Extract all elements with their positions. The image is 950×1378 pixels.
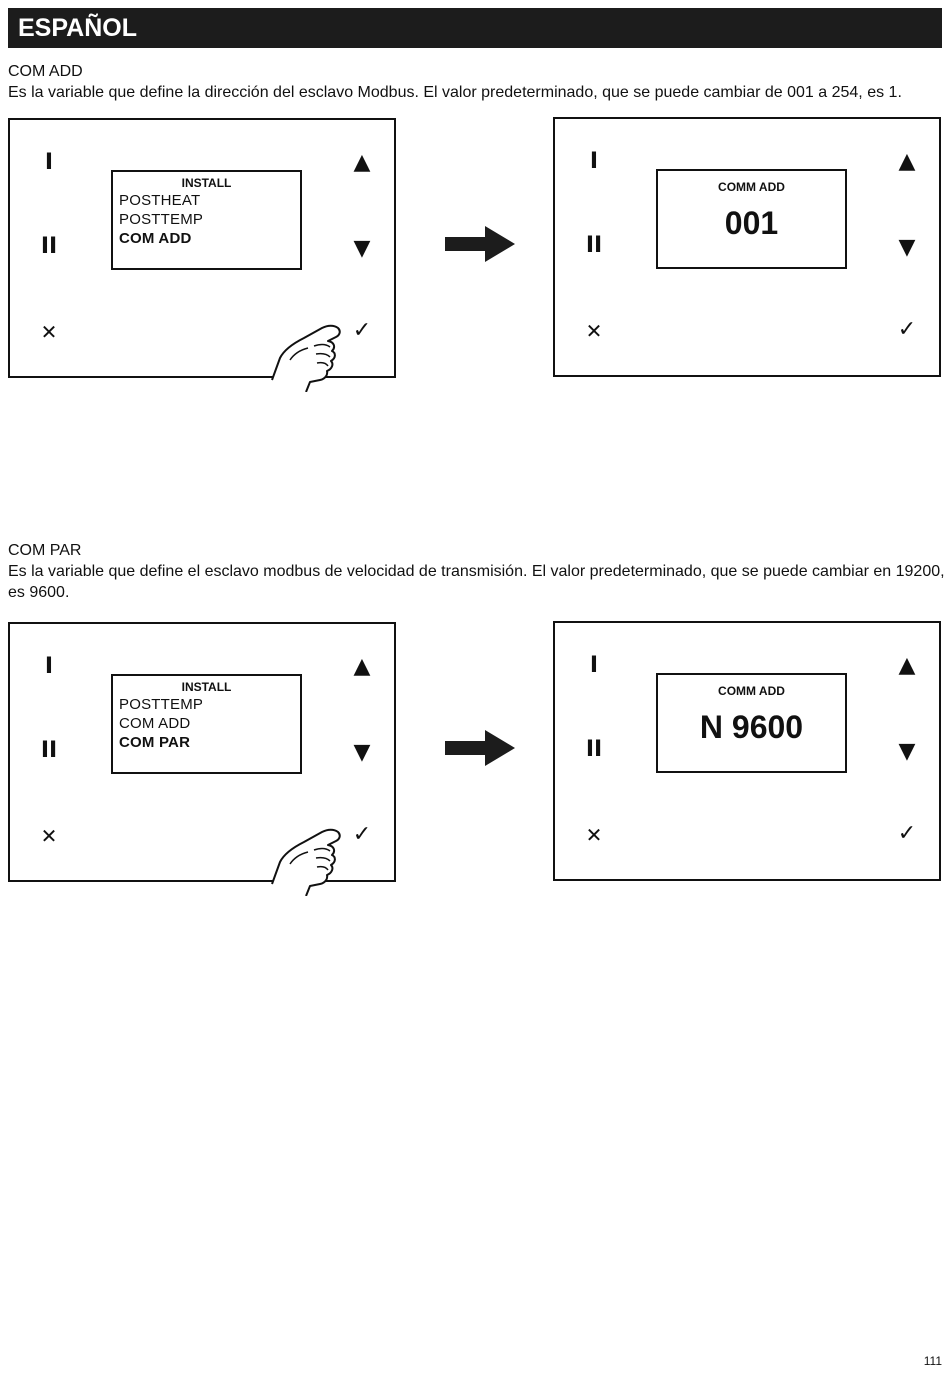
menu-list	[119, 191, 203, 248]
confirm-button[interactable]: ✓	[352, 822, 372, 847]
device-panel-after	[553, 117, 941, 377]
down-arrow-button[interactable]: ▼	[353, 236, 371, 261]
button-two[interactable]: II	[40, 234, 58, 259]
section-title-com-par: COM PAR	[8, 542, 82, 559]
up-arrow-button[interactable]: ▲	[898, 149, 916, 174]
lcd-screen	[111, 674, 302, 774]
page-title: ESPAÑOL	[18, 14, 137, 42]
button-one[interactable]: I	[44, 150, 54, 175]
hand-press-icon	[270, 320, 350, 392]
menu-item[interactable]: POSTTEMP	[119, 211, 204, 228]
lcd-screen	[111, 170, 302, 270]
cancel-button[interactable]: ✕	[585, 823, 603, 847]
down-arrow-button[interactable]: ▼	[898, 739, 916, 764]
right-arrow-icon	[445, 730, 515, 766]
up-arrow-button[interactable]: ▲	[898, 653, 916, 678]
hand-press-icon	[270, 824, 350, 896]
cancel-button[interactable]: ✕	[585, 319, 603, 343]
menu-item[interactable]: POSTHEAT	[119, 192, 201, 209]
screen-title: COMM ADD	[718, 684, 785, 698]
button-one[interactable]: I	[589, 653, 599, 678]
device-panel-before	[8, 622, 396, 882]
confirm-button[interactable]: ✓	[897, 821, 917, 846]
screen-title: INSTALL	[181, 680, 232, 694]
button-two[interactable]: II	[585, 737, 603, 762]
cancel-button[interactable]: ✕	[40, 320, 58, 344]
device-panel-before	[8, 118, 396, 378]
confirm-button[interactable]: ✓	[897, 317, 917, 342]
menu-item-selected[interactable]: COM PAR	[119, 734, 191, 751]
menu-item[interactable]: POSTTEMP	[119, 696, 204, 713]
menu-list	[119, 695, 203, 752]
screen-value: 001	[724, 205, 779, 241]
up-arrow-button[interactable]: ▲	[353, 654, 371, 679]
right-arrow-icon	[445, 226, 515, 262]
down-arrow-button[interactable]: ▼	[898, 235, 916, 260]
section-body-com-add: Es la variable que define la dirección del esclavo Modbus. El valor predeterminado, que se puede cambiar de 001 a 254, es 1.	[8, 84, 902, 101]
cancel-button[interactable]: ✕	[40, 824, 58, 848]
menu-item[interactable]: COM ADD	[119, 715, 191, 732]
lcd-screen	[656, 673, 847, 773]
confirm-button[interactable]: ✓	[352, 318, 372, 343]
down-arrow-button[interactable]: ▼	[353, 740, 371, 765]
device-panel-after	[553, 621, 941, 881]
button-two[interactable]: II	[585, 233, 603, 258]
button-two[interactable]: II	[40, 738, 58, 763]
lcd-screen	[656, 169, 847, 269]
up-arrow-button[interactable]: ▲	[353, 150, 371, 175]
screen-value: N 9600	[699, 709, 804, 745]
button-one[interactable]: I	[44, 654, 54, 679]
menu-item-selected[interactable]: COM ADD	[119, 230, 192, 247]
button-one[interactable]: I	[589, 149, 599, 174]
header-bar	[8, 8, 942, 48]
screen-title: INSTALL	[181, 176, 232, 190]
screen-title: COMM ADD	[718, 180, 785, 194]
page-number: 111	[923, 1354, 942, 1368]
section-title-com-add: COM ADD	[8, 63, 83, 80]
section-body-com-par: Es la variable que define el esclavo modbus de velocidad de transmisión. El valor predeterminado, que se puede cambiar en 19200, es 9600.	[8, 563, 945, 601]
